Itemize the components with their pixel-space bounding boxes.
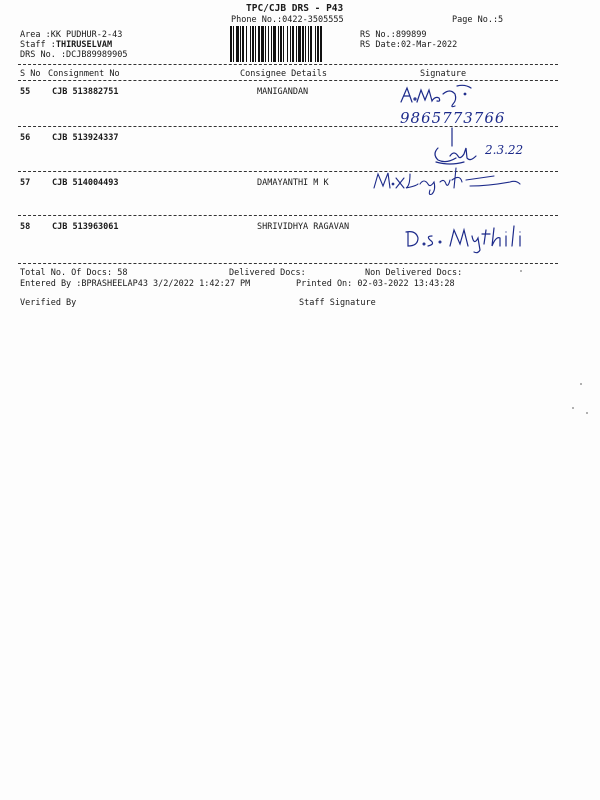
scan-speck bbox=[586, 412, 588, 414]
signature-58 bbox=[402, 224, 534, 256]
row-sno: 57 bbox=[20, 178, 31, 188]
barcode bbox=[229, 26, 355, 66]
row-sno: 56 bbox=[20, 133, 31, 143]
col-signature: Signature bbox=[420, 69, 467, 79]
rs-number: RS No.:899899 bbox=[360, 30, 427, 40]
document-title: TPC/CJB DRS - P43 bbox=[246, 3, 344, 14]
delivered-docs: Delivered Docs: bbox=[229, 268, 306, 278]
row-consignment: CJB 513924337 bbox=[52, 133, 119, 143]
staff-field bbox=[20, 40, 112, 50]
scan-speck bbox=[572, 407, 574, 409]
printed-on: Printed On: 02-03-2022 13:43:28 bbox=[296, 279, 455, 289]
row-consignee: DAMAYANTHI M K bbox=[257, 178, 329, 188]
header-top-divider bbox=[18, 64, 558, 65]
staff-label: Staff : bbox=[20, 40, 56, 50]
handwritten-phone: 9865773766 bbox=[400, 109, 506, 127]
row-consignee: SHRIVIDHYA RAGAVAN bbox=[257, 222, 350, 232]
col-sno: S No bbox=[20, 69, 41, 79]
row-consignment: CJB 513882751 bbox=[52, 87, 119, 97]
scan-speck bbox=[580, 383, 582, 385]
drs-number: DRS No. :DCJB89989905 bbox=[20, 50, 128, 60]
col-consignment: Consignment No bbox=[48, 69, 120, 79]
total-docs: Total No. Of Docs: 58 bbox=[20, 268, 128, 278]
row-divider bbox=[18, 215, 558, 216]
verified-by: Verified By bbox=[20, 298, 77, 308]
phone-number: Phone No.:0422-3505555 bbox=[231, 15, 344, 25]
row-consignment: CJB 513963061 bbox=[52, 222, 119, 232]
staff-signature: Staff Signature bbox=[299, 298, 376, 308]
page-number: Page No.:5 bbox=[452, 15, 504, 25]
scan-speck bbox=[520, 270, 522, 272]
header-bottom-divider bbox=[18, 80, 558, 81]
area-field: Area :KK PUDHUR-2-43 bbox=[20, 30, 123, 40]
non-delivered-docs: Non Delivered Docs: bbox=[365, 268, 463, 278]
signature-56 bbox=[430, 126, 490, 168]
staff-name: THIRUSELVAM bbox=[55, 40, 113, 50]
row-sno: 58 bbox=[20, 222, 31, 232]
entered-by: Entered By :BPRASHEELAP43 3/2/2022 1:42:27 PM bbox=[20, 279, 251, 289]
table-bottom-divider bbox=[18, 263, 558, 264]
rs-date: RS Date:02-Mar-2022 bbox=[360, 40, 458, 50]
handwritten-date: 2.3.22 bbox=[485, 143, 524, 157]
signature-57 bbox=[370, 164, 525, 198]
row-consignee: MANIGANDAN bbox=[257, 87, 309, 97]
row-consignment: CJB 514004493 bbox=[52, 178, 119, 188]
row-sno: 55 bbox=[20, 87, 31, 97]
col-consignee: Consignee Details bbox=[240, 69, 327, 79]
